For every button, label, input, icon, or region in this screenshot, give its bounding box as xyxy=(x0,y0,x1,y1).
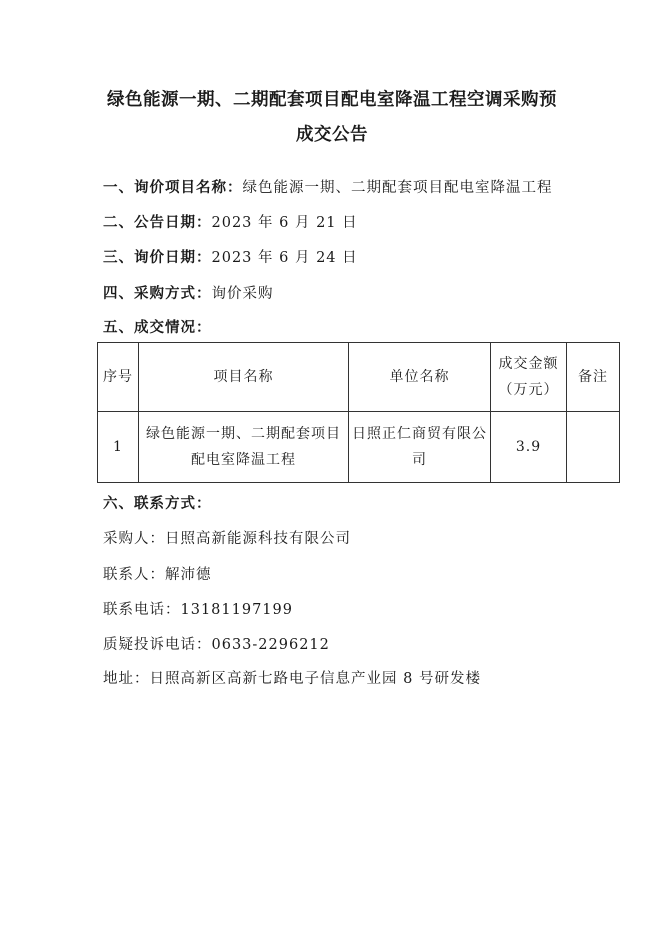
item-project-name-value: 绿色能源一期、二期配套项目配电室降温工程 xyxy=(242,180,553,196)
cell-index: 1 xyxy=(98,412,139,483)
item-announce-date xyxy=(103,211,358,232)
contact-address: 地址：日照高新区高新七路电子信息产业园 8 号研发楼 xyxy=(103,671,481,687)
contact-buyer: 采购人：日照高新能源科技有限公司 xyxy=(103,531,351,547)
item-project-name xyxy=(103,176,553,197)
item-inquiry-date xyxy=(103,246,358,267)
item-inquiry-date-value: 2023 年 6 月 24 日 xyxy=(211,250,358,266)
cell-note xyxy=(567,412,620,483)
cell-amount: 3.9 xyxy=(491,412,567,483)
item-inquiry-date-label: 三、询价日期： xyxy=(103,249,212,266)
doc-title-line2: 成交公告 xyxy=(296,125,368,145)
item-announce-date-label: 二、公告日期： xyxy=(103,214,212,231)
contact-phone: 联系电话：13181197199 xyxy=(103,602,293,618)
contact-heading xyxy=(103,492,212,513)
header-amount: 成交金额（万元） xyxy=(491,343,567,412)
item-purchase-method-label: 四、采购方式： xyxy=(103,285,212,302)
contact-person: 联系人：解沛德 xyxy=(103,567,212,583)
cell-project: 绿色能源一期、二期配套项目配电室降温工程 xyxy=(139,412,349,483)
item-project-name-label: 一、询价项目名称： xyxy=(103,179,243,196)
header-note: 备注 xyxy=(567,343,620,412)
item-deal-status-label: 五、成交情况： xyxy=(103,319,212,336)
table-header-row xyxy=(98,343,620,412)
header-index: 序号 xyxy=(98,343,139,412)
doc-title-line1: 绿色能源一期、二期配套项目配电室降温工程空调采购预 xyxy=(107,90,557,110)
header-project: 项目名称 xyxy=(139,343,349,412)
contact-complaint-phone: 质疑投诉电话：0633-2296212 xyxy=(103,637,330,653)
item-purchase-method-value: 询价采购 xyxy=(211,286,274,302)
cell-unit: 日照正仁商贸有限公司 xyxy=(349,412,491,483)
item-announce-date-value: 2023 年 6 月 21 日 xyxy=(211,215,358,231)
contact-heading-label: 六、联系方式： xyxy=(103,495,212,512)
table-row xyxy=(98,412,620,483)
deal-table xyxy=(97,342,620,483)
item-purchase-method xyxy=(103,282,274,303)
item-deal-status xyxy=(103,316,212,337)
header-unit: 单位名称 xyxy=(349,343,491,412)
